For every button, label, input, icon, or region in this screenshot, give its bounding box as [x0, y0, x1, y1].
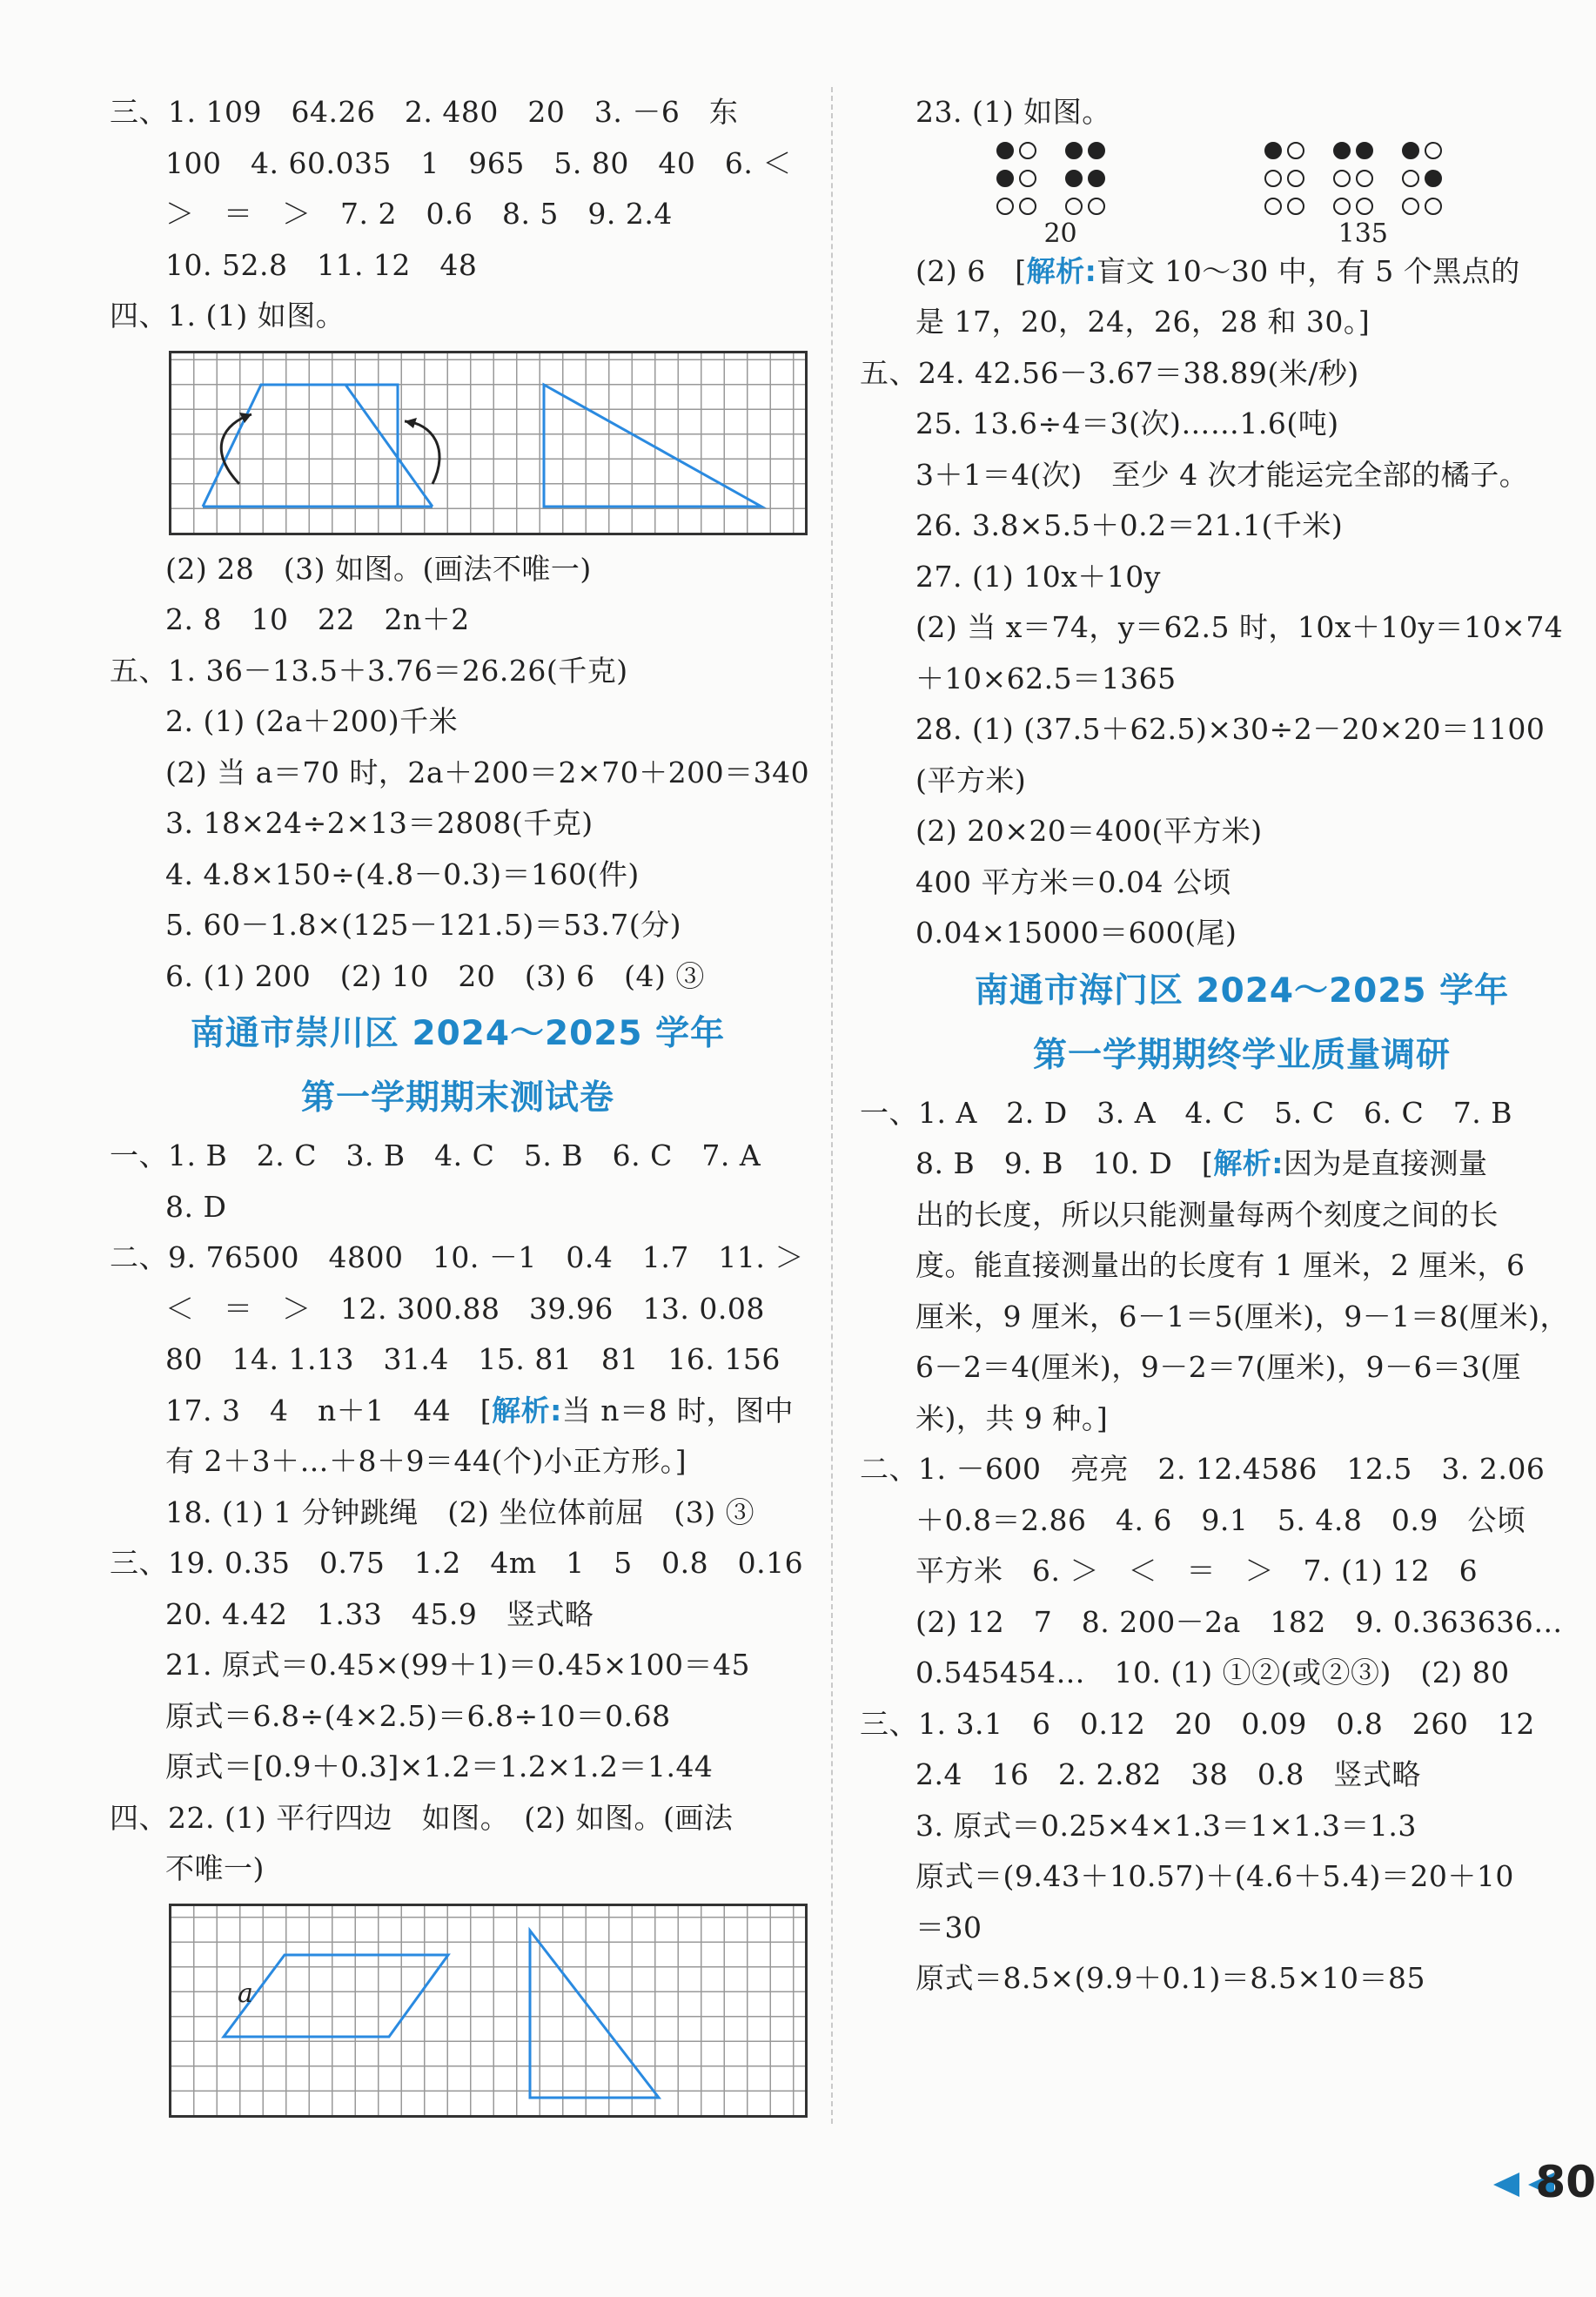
- section-heading: 南通市海门区 2024～2025 学年: [974, 971, 1510, 1011]
- answer-line: 28. (1) (37.5＋62.5)×30÷2－20×20＝1100: [915, 712, 1546, 746]
- answer-line: 26. 3.8×5.5＋0.2＝21.1(千米): [915, 508, 1344, 542]
- answer-text: 17. 3 4 n＋1 44 [: [165, 1393, 493, 1427]
- answer-line: 四、22. (1) 平行四边 如图。 (2) 如图。(画法: [110, 1800, 734, 1835]
- answer-line: ＋0.8＝2.86 4. 6 9.1 5. 4.8 0.9 公顷: [915, 1502, 1526, 1537]
- answer-line: 2.4 16 2. 2.82 38 0.8 竖式略: [915, 1757, 1421, 1791]
- answer-line: 三、1. 109 64.26 2. 480 20 3. －6 东: [110, 95, 739, 129]
- answer-line: 不唯一): [165, 1851, 265, 1885]
- dot-on: [1425, 170, 1442, 187]
- analysis-label: 解析:: [1213, 1146, 1284, 1180]
- answer-line: 二、1. －600 亮亮 2. 12.4586 12.5 3. 2.06: [860, 1452, 1546, 1486]
- column-divider: [831, 87, 833, 2124]
- answer-line: 原式＝[0.9＋0.3]×1.2＝1.2×1.2＝1.44: [165, 1750, 714, 1783]
- answer-line: (2) 20×20＝400(平方米): [915, 814, 1263, 848]
- answer-line: (2) 12 7 8. 200－2a 182 9. 0.363636…: [915, 1604, 1563, 1639]
- answer-line: 21. 原式＝0.45×(99＋1)＝0.45×100＝45: [165, 1648, 750, 1682]
- answer-line: 一、1. B 2. C 3. B 4. C 5. B 6. C 7. A: [110, 1138, 761, 1172]
- braille-number-135: [1262, 138, 1464, 249]
- dot-off: [1019, 198, 1036, 215]
- braille-number-20: [994, 138, 1127, 249]
- answer-line: 四、1. (1) 如图。: [110, 299, 345, 332]
- dot-off: [1287, 198, 1304, 215]
- dot-on: [1065, 142, 1083, 159]
- rotation-figure: [171, 353, 805, 533]
- side-label-a: a: [238, 1978, 253, 2009]
- answer-line: 3＋1＝4(次) 至少 4 次才能运完全部的橘子。: [915, 457, 1529, 492]
- answer-line: 3. 原式＝0.25×4×1.3＝1×1.3＝1.3: [915, 1808, 1417, 1843]
- answer-line: 6－2＝4(厘米)，9－2＝7(厘米)，9－6＝3(厘: [915, 1350, 1521, 1384]
- dot-on: [1356, 142, 1373, 159]
- grid-figure-parallelogram: [169, 1904, 808, 2118]
- answer-line: 400 平方米＝0.04 公顷: [915, 864, 1231, 899]
- answer-line: 五、24. 42.56－3.67＝38.89(米/秒): [860, 355, 1359, 390]
- dot-off: [1402, 170, 1419, 187]
- answer-line: 原式＝8.5×(9.9＋0.1)＝8.5×10＝85: [915, 1961, 1425, 1995]
- braille-cell: [1399, 138, 1445, 222]
- dot-off: [1425, 198, 1442, 215]
- answer-text: (2) 6 [: [915, 253, 1027, 288]
- answer-line: 五、1. 36－13.5＋3.76＝26.26(千克): [110, 653, 628, 688]
- answer-line: 度。能直接测量出的长度有 1 厘米，2 厘米，6: [915, 1248, 1526, 1282]
- answer-line: (2) 当 x＝74，y＝62.5 时，10x＋10y＝10×74: [915, 610, 1564, 644]
- answer-line: 100 4. 60.035 1 965 5. 80 40 6. ＜: [165, 145, 792, 180]
- braille-caption: 135: [1338, 218, 1388, 249]
- section-heading: 第一学期期末测试卷: [300, 1078, 614, 1118]
- page-number: 80: [1535, 2157, 1596, 2207]
- dot-off: [1356, 170, 1373, 187]
- grid-figure-rotation: [169, 351, 808, 535]
- answer-line: 8. D: [165, 1189, 227, 1224]
- answer-line: (2) 当 a＝70 时，2a＋200＝2×70＋200＝340: [165, 755, 810, 789]
- answer-line: 80 14. 1.13 31.4 15. 81 81 16. 156: [165, 1342, 781, 1376]
- dot-off: [1019, 170, 1036, 187]
- braille-cell: [1331, 138, 1376, 222]
- braille-cell: [1262, 138, 1307, 222]
- answer-text: 盲文 10～30 中，有 5 个黑点的: [1096, 253, 1520, 288]
- answer-line: 4. 4.8×150÷(4.8－0.3)＝160(件): [165, 856, 640, 891]
- braille-cell: [994, 138, 1039, 222]
- right-column: [860, 87, 1569, 2005]
- answer-line: 原式＝6.8÷(4×2.5)＝6.8÷10＝0.68: [165, 1698, 671, 1733]
- dot-off: [1264, 170, 1282, 187]
- dot-off: [1333, 170, 1351, 187]
- answer-line: 6. (1) 200 (2) 10 20 (3) 6 (4) ③: [165, 958, 705, 993]
- answer-line: (平方米): [915, 762, 1027, 797]
- answer-line: 18. (1) 1 分钟跳绳 (2) 坐位体前屈 (3) ③: [165, 1494, 755, 1529]
- dot-off: [1287, 170, 1304, 187]
- answer-line: 原式＝(9.43＋10.57)＋(4.6＋5.4)＝20＋10: [915, 1859, 1514, 1893]
- answer-line: 平方米 6. ＞ ＜ ＝ ＞ 7. (1) 12 6: [915, 1554, 1479, 1588]
- analysis-label: 解析:: [1026, 253, 1097, 288]
- answer-text: 因为是直接测量: [1283, 1146, 1488, 1180]
- dot-on: [1264, 142, 1282, 159]
- answer-line: 有 2＋3＋…＋8＋9＝44(个)小正方形。]: [165, 1444, 687, 1478]
- dot-on: [1088, 142, 1105, 159]
- answer-line: 一、1. A 2. D 3. A 4. C 5. C 6. C 7. B: [860, 1095, 1512, 1130]
- answer-line: 0.545454… 10. (1) ①②(或②③) (2) 80: [915, 1656, 1510, 1689]
- dot-off: [1019, 142, 1036, 159]
- dot-off: [1088, 198, 1105, 215]
- answer-line: 0.04×15000＝600(尾): [915, 916, 1237, 950]
- answer-line: ＝30: [915, 1910, 982, 1944]
- dot-off: [1402, 198, 1419, 215]
- answer-line: [110, 1386, 806, 1437]
- dot-on: [996, 170, 1014, 187]
- dot-off: [1425, 142, 1442, 159]
- dot-on: [1088, 170, 1105, 187]
- section-heading: 第一学期期终学业质量调研: [1032, 1035, 1451, 1075]
- answer-text: 8. B 9. B 10. D [: [915, 1146, 1214, 1180]
- braille-cell: [1063, 138, 1108, 222]
- dot-off: [1065, 198, 1083, 215]
- analysis-label: 解析:: [492, 1393, 562, 1427]
- dot-off: [1333, 198, 1351, 215]
- answer-line: ＞ ＝ ＞ 7. 2 0.6 8. 5 9. 2.4: [165, 197, 673, 231]
- braille-caption: 20: [1043, 218, 1077, 249]
- dot-on: [1333, 142, 1351, 159]
- answer-line: 2. (1) (2a＋200)千米: [165, 704, 459, 738]
- answer-line: 5. 60－1.8×(125－121.5)＝53.7(分): [165, 908, 682, 942]
- answer-text: 当 n＝8 时，图中: [561, 1393, 795, 1427]
- answer-line: [915, 246, 1568, 298]
- braille-figure: [915, 138, 1568, 249]
- left-column: [110, 87, 810, 2126]
- section-heading: 南通市崇川区 2024～2025 学年: [190, 1014, 726, 1053]
- answer-line: 二、9. 76500 4800 10. －1 0.4 1.7 11. ＞: [110, 1240, 804, 1274]
- answer-line: 2. 8 10 22 2n＋2: [165, 602, 470, 636]
- answer-line: [915, 1138, 1568, 1190]
- answer-line: 23. (1) 如图。: [915, 95, 1111, 129]
- answer-line: 三、1. 3.1 6 0.12 20 0.09 0.8 260 12: [860, 1706, 1535, 1741]
- answer-line: 出的长度，所以只能测量每两个刻度之间的长: [915, 1197, 1499, 1232]
- answer-line: 厘米，9 厘米，6－1＝5(厘米)，9－1＝8(厘米)，: [915, 1299, 1569, 1333]
- answer-line: 是 17，20，24，26，28 和 30。]: [915, 305, 1371, 339]
- answer-line: 20. 4.42 1.33 45.9 竖式略: [165, 1596, 594, 1631]
- answer-line: ＜ ＝ ＞ 12. 300.88 39.96 13. 0.08: [165, 1291, 765, 1326]
- answer-line: 10. 52.8 11. 12 48: [165, 247, 478, 282]
- dot-off: [996, 198, 1014, 215]
- answer-line: 3. 18×24÷2×13＝2808(千克): [165, 806, 593, 840]
- dot-on: [1065, 170, 1083, 187]
- parallelogram-figure: [171, 1906, 805, 2115]
- answer-line: 米)，共 9 种。]: [915, 1400, 1109, 1435]
- dot-off: [1264, 198, 1282, 215]
- answer-line: 25. 13.6÷4＝3(次)……1.6(吨): [915, 406, 1339, 440]
- answer-line: (2) 28 (3) 如图。(画法不唯一): [165, 551, 592, 586]
- answer-line: ＋10×62.5＝1365: [915, 661, 1177, 695]
- dot-on: [996, 142, 1014, 159]
- answer-line: 27. (1) 10x＋10y: [915, 559, 1161, 594]
- answer-line: 三、19. 0.35 0.75 1.2 4m 1 5 0.8 0.16: [110, 1546, 804, 1580]
- dot-off: [1356, 198, 1373, 215]
- dot-on: [1402, 142, 1419, 159]
- dot-off: [1287, 142, 1304, 159]
